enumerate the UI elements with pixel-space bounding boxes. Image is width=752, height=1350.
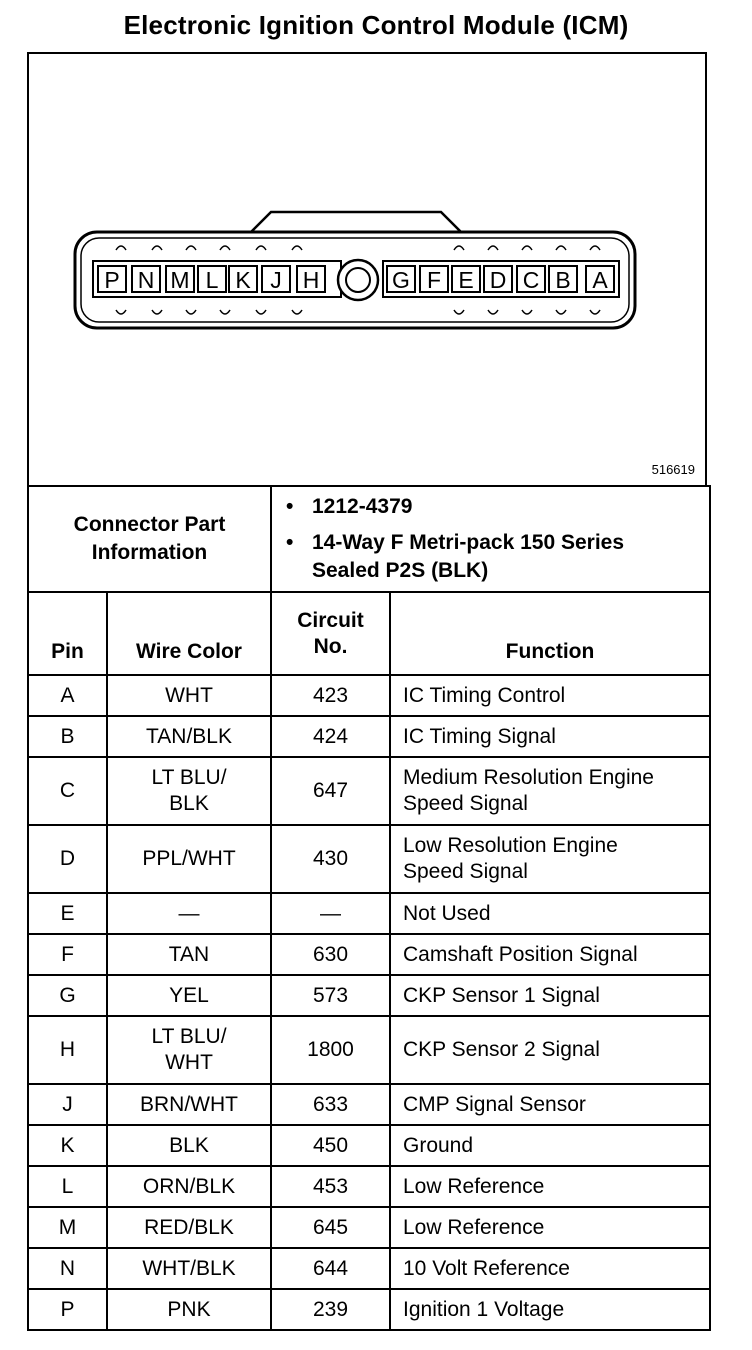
part-number: 1212-4379 <box>312 495 413 518</box>
pin-cell-text: D <box>59 847 76 870</box>
circuit-cell-text: 450 <box>312 1133 349 1157</box>
table-row <box>28 1207 710 1248</box>
pin-label-n: N <box>137 267 155 293</box>
wire-color-cell <box>107 893 271 934</box>
function-cell <box>390 893 710 934</box>
circuit-cell <box>271 1248 390 1289</box>
table-row <box>28 1248 710 1289</box>
function-cell-text: Medium Resolution Engine Speed Signal <box>403 766 654 815</box>
circuit-cell-text: 630 <box>312 942 349 966</box>
function-cell <box>390 1248 710 1289</box>
wire-color-cell-text: LT BLU/ BLK <box>151 766 227 815</box>
function-cell-text: Low Resolution Engine Speed Signal <box>403 834 618 883</box>
table-row <box>28 675 710 716</box>
wire-color-cell <box>107 1016 271 1084</box>
circuit-cell <box>271 893 390 934</box>
function-cell <box>390 1166 710 1207</box>
wire-color-cell <box>107 716 271 757</box>
pin-label-c: C <box>522 267 540 293</box>
pin-cell <box>28 1248 107 1289</box>
circuit-cell-text: 644 <box>312 1256 349 1280</box>
pin-cell <box>28 716 107 757</box>
pin-cell <box>28 1207 107 1248</box>
wire-color-cell <box>107 825 271 893</box>
function-cell-text: Low Reference <box>403 1215 545 1239</box>
pin-cell <box>28 825 107 893</box>
circuit-cell-text: 430 <box>312 847 349 870</box>
connector-face-illustration <box>29 54 705 485</box>
pin-label-a: A <box>592 267 608 293</box>
connector-latch <box>251 212 461 232</box>
pin-label-j: J <box>270 267 282 293</box>
pin-cell <box>28 675 107 716</box>
pin-cell <box>28 975 107 1016</box>
function-cell-text: Ignition 1 Voltage <box>403 1297 565 1321</box>
pin-cell-text: J <box>62 1092 73 1116</box>
function-cell-text: Camshaft Position Signal <box>403 942 638 966</box>
pin-cell-text: N <box>59 1256 76 1280</box>
wire-color-cell-text: PPL/WHT <box>142 847 236 870</box>
wire-color-cell <box>107 675 271 716</box>
circuit-cell-text: 647 <box>312 779 349 802</box>
wire-color-cell-text: WHT <box>165 683 213 707</box>
pin-cell-text: L <box>61 1174 74 1198</box>
wire-color-cell <box>107 1207 271 1248</box>
circuit-cell-text: 633 <box>312 1092 349 1116</box>
function-cell <box>390 675 710 716</box>
pin-cell <box>28 893 107 934</box>
pin-cell <box>28 757 107 825</box>
header-wire-color: Wire Color <box>107 592 271 675</box>
part-info-label <box>28 486 271 592</box>
wire-color-cell-text: PNK <box>167 1297 211 1321</box>
wire-color-cell <box>107 1166 271 1207</box>
pin-cell-text: P <box>60 1297 75 1321</box>
circuit-cell-text: 423 <box>312 683 349 707</box>
pin-cell-text: K <box>60 1133 75 1157</box>
wire-color-cell <box>107 975 271 1016</box>
pin-label-e: E <box>458 267 474 293</box>
circuit-cell-text: 645 <box>312 1215 349 1239</box>
pin-cell <box>28 1125 107 1166</box>
circuit-cell <box>271 1166 390 1207</box>
wire-color-cell-text: BRN/WHT <box>140 1092 238 1116</box>
circuit-cell <box>271 934 390 975</box>
function-cell-text: CKP Sensor 1 Signal <box>403 983 600 1007</box>
circuit-cell <box>271 975 390 1016</box>
function-cell <box>390 825 710 893</box>
function-cell-text: Low Reference <box>403 1174 545 1198</box>
wire-color-cell <box>107 1248 271 1289</box>
circuit-cell-text: 239 <box>312 1297 349 1321</box>
pin-cell-text: F <box>61 942 74 966</box>
header-circuit-no-text: Circuit No. <box>297 608 364 658</box>
table-row <box>28 757 710 825</box>
circuit-cell-text: 573 <box>312 983 349 1007</box>
wire-color-cell <box>107 1084 271 1125</box>
wire-color-cell-text: WHT/BLK <box>142 1256 236 1280</box>
part-info-details <box>271 486 710 592</box>
wire-color-cell <box>107 1125 271 1166</box>
function-cell-text: CKP Sensor 2 Signal <box>403 1038 600 1061</box>
pin-cell-text: G <box>59 983 76 1007</box>
circuit-cell <box>271 1207 390 1248</box>
table-row <box>28 1084 710 1125</box>
pin-label-b: B <box>555 267 571 293</box>
connector-type: 14-Way F Metri-pack 150 Series Sealed P2S (BLK) <box>312 531 625 582</box>
function-cell-text: IC Timing Signal <box>403 724 556 748</box>
wire-color-cell <box>107 757 271 825</box>
function-cell <box>390 716 710 757</box>
part-number-bullet: • 1212-4379 <box>286 495 413 518</box>
pin-cell-text: E <box>60 901 75 925</box>
function-cell <box>390 1016 710 1084</box>
circuit-cell-text: 424 <box>312 724 349 748</box>
function-cell <box>390 1207 710 1248</box>
wire-color-cell-text: LT BLU/ WHT <box>151 1025 227 1074</box>
pin-cell-text: B <box>60 724 75 748</box>
table-row <box>28 1016 710 1084</box>
function-cell-text: CMP Signal Sensor <box>403 1092 586 1116</box>
pin-label-g: G <box>392 267 410 293</box>
pin-label-p: P <box>104 267 120 293</box>
circuit-cell <box>271 1289 390 1330</box>
center-boss-inner <box>346 268 370 292</box>
circuit-cell <box>271 675 390 716</box>
pin-cell-text: H <box>59 1038 76 1061</box>
table-row <box>28 975 710 1016</box>
pin-label-f: F <box>426 267 442 293</box>
function-cell-text: IC Timing Control <box>403 683 566 707</box>
pin-label-d: D <box>489 267 507 293</box>
circuit-cell <box>271 1084 390 1125</box>
function-cell <box>390 757 710 825</box>
function-cell <box>390 975 710 1016</box>
page-title: Electronic Ignition Control Module (ICM) <box>123 10 629 40</box>
header-circuit-no <box>271 592 390 675</box>
pin-cell-text: A <box>60 683 75 707</box>
circuit-cell-text: 1800 <box>307 1038 354 1061</box>
table-row <box>28 934 710 975</box>
wire-color-cell-text: YEL <box>169 983 209 1007</box>
function-cell-text: Not Used <box>403 901 491 925</box>
wire-color-cell-text: TAN/BLK <box>146 724 232 748</box>
table-row <box>28 893 710 934</box>
pin-cell-text: M <box>58 1215 77 1239</box>
pin-label-h: H <box>302 267 320 293</box>
pin-cell <box>28 1084 107 1125</box>
pin-label-k: K <box>235 267 251 293</box>
circuit-cell <box>271 1016 390 1084</box>
pin-label-m: M <box>170 267 190 293</box>
wire-color-cell <box>107 934 271 975</box>
function-cell <box>390 1084 710 1125</box>
pin-cell <box>28 1016 107 1084</box>
wire-color-cell-text: TAN <box>168 942 210 966</box>
header-function: Function <box>390 592 710 675</box>
circuit-cell <box>271 757 390 825</box>
function-cell <box>390 934 710 975</box>
part-info-row <box>28 486 710 592</box>
pin-cell <box>28 1166 107 1207</box>
circuit-cell <box>271 716 390 757</box>
wire-color-cell-text: RED/BLK <box>144 1215 234 1239</box>
pin-cell <box>28 934 107 975</box>
connector-type-bullet: • 14-Way F Metri-pack 150 Series Sealed P2S (BLK) <box>286 531 625 582</box>
function-cell-text: 10 Volt Reference <box>403 1256 570 1280</box>
pin-label-l: L <box>205 267 219 293</box>
circuit-cell <box>271 1125 390 1166</box>
wire-color-cell-text: ORN/BLK <box>142 1174 236 1198</box>
wire-color-cell-text: BLK <box>169 1133 209 1157</box>
header-pin: Pin <box>28 592 107 675</box>
connector-diagram <box>27 52 707 485</box>
function-cell <box>390 1125 710 1166</box>
pin-cell <box>28 1289 107 1330</box>
circuit-cell-text: 453 <box>312 1174 349 1198</box>
figure-number: 516619 <box>651 462 695 477</box>
pin-cell-text: C <box>59 779 76 802</box>
circuit-cell <box>271 825 390 893</box>
circuit-cell-text: — <box>320 901 341 925</box>
function-cell <box>390 1289 710 1330</box>
table-row <box>28 1289 710 1330</box>
wire-color-cell <box>107 1289 271 1330</box>
table-row <box>28 1125 710 1166</box>
part-info-label-text: Connector Part Information <box>73 513 226 564</box>
function-cell-text: Ground <box>403 1133 474 1157</box>
table-row <box>28 716 710 757</box>
wire-color-cell-text: — <box>178 901 200 925</box>
header-row <box>28 592 710 675</box>
connector-pinout-table <box>27 485 711 1331</box>
table-row <box>28 1166 710 1207</box>
table-row <box>28 825 710 893</box>
